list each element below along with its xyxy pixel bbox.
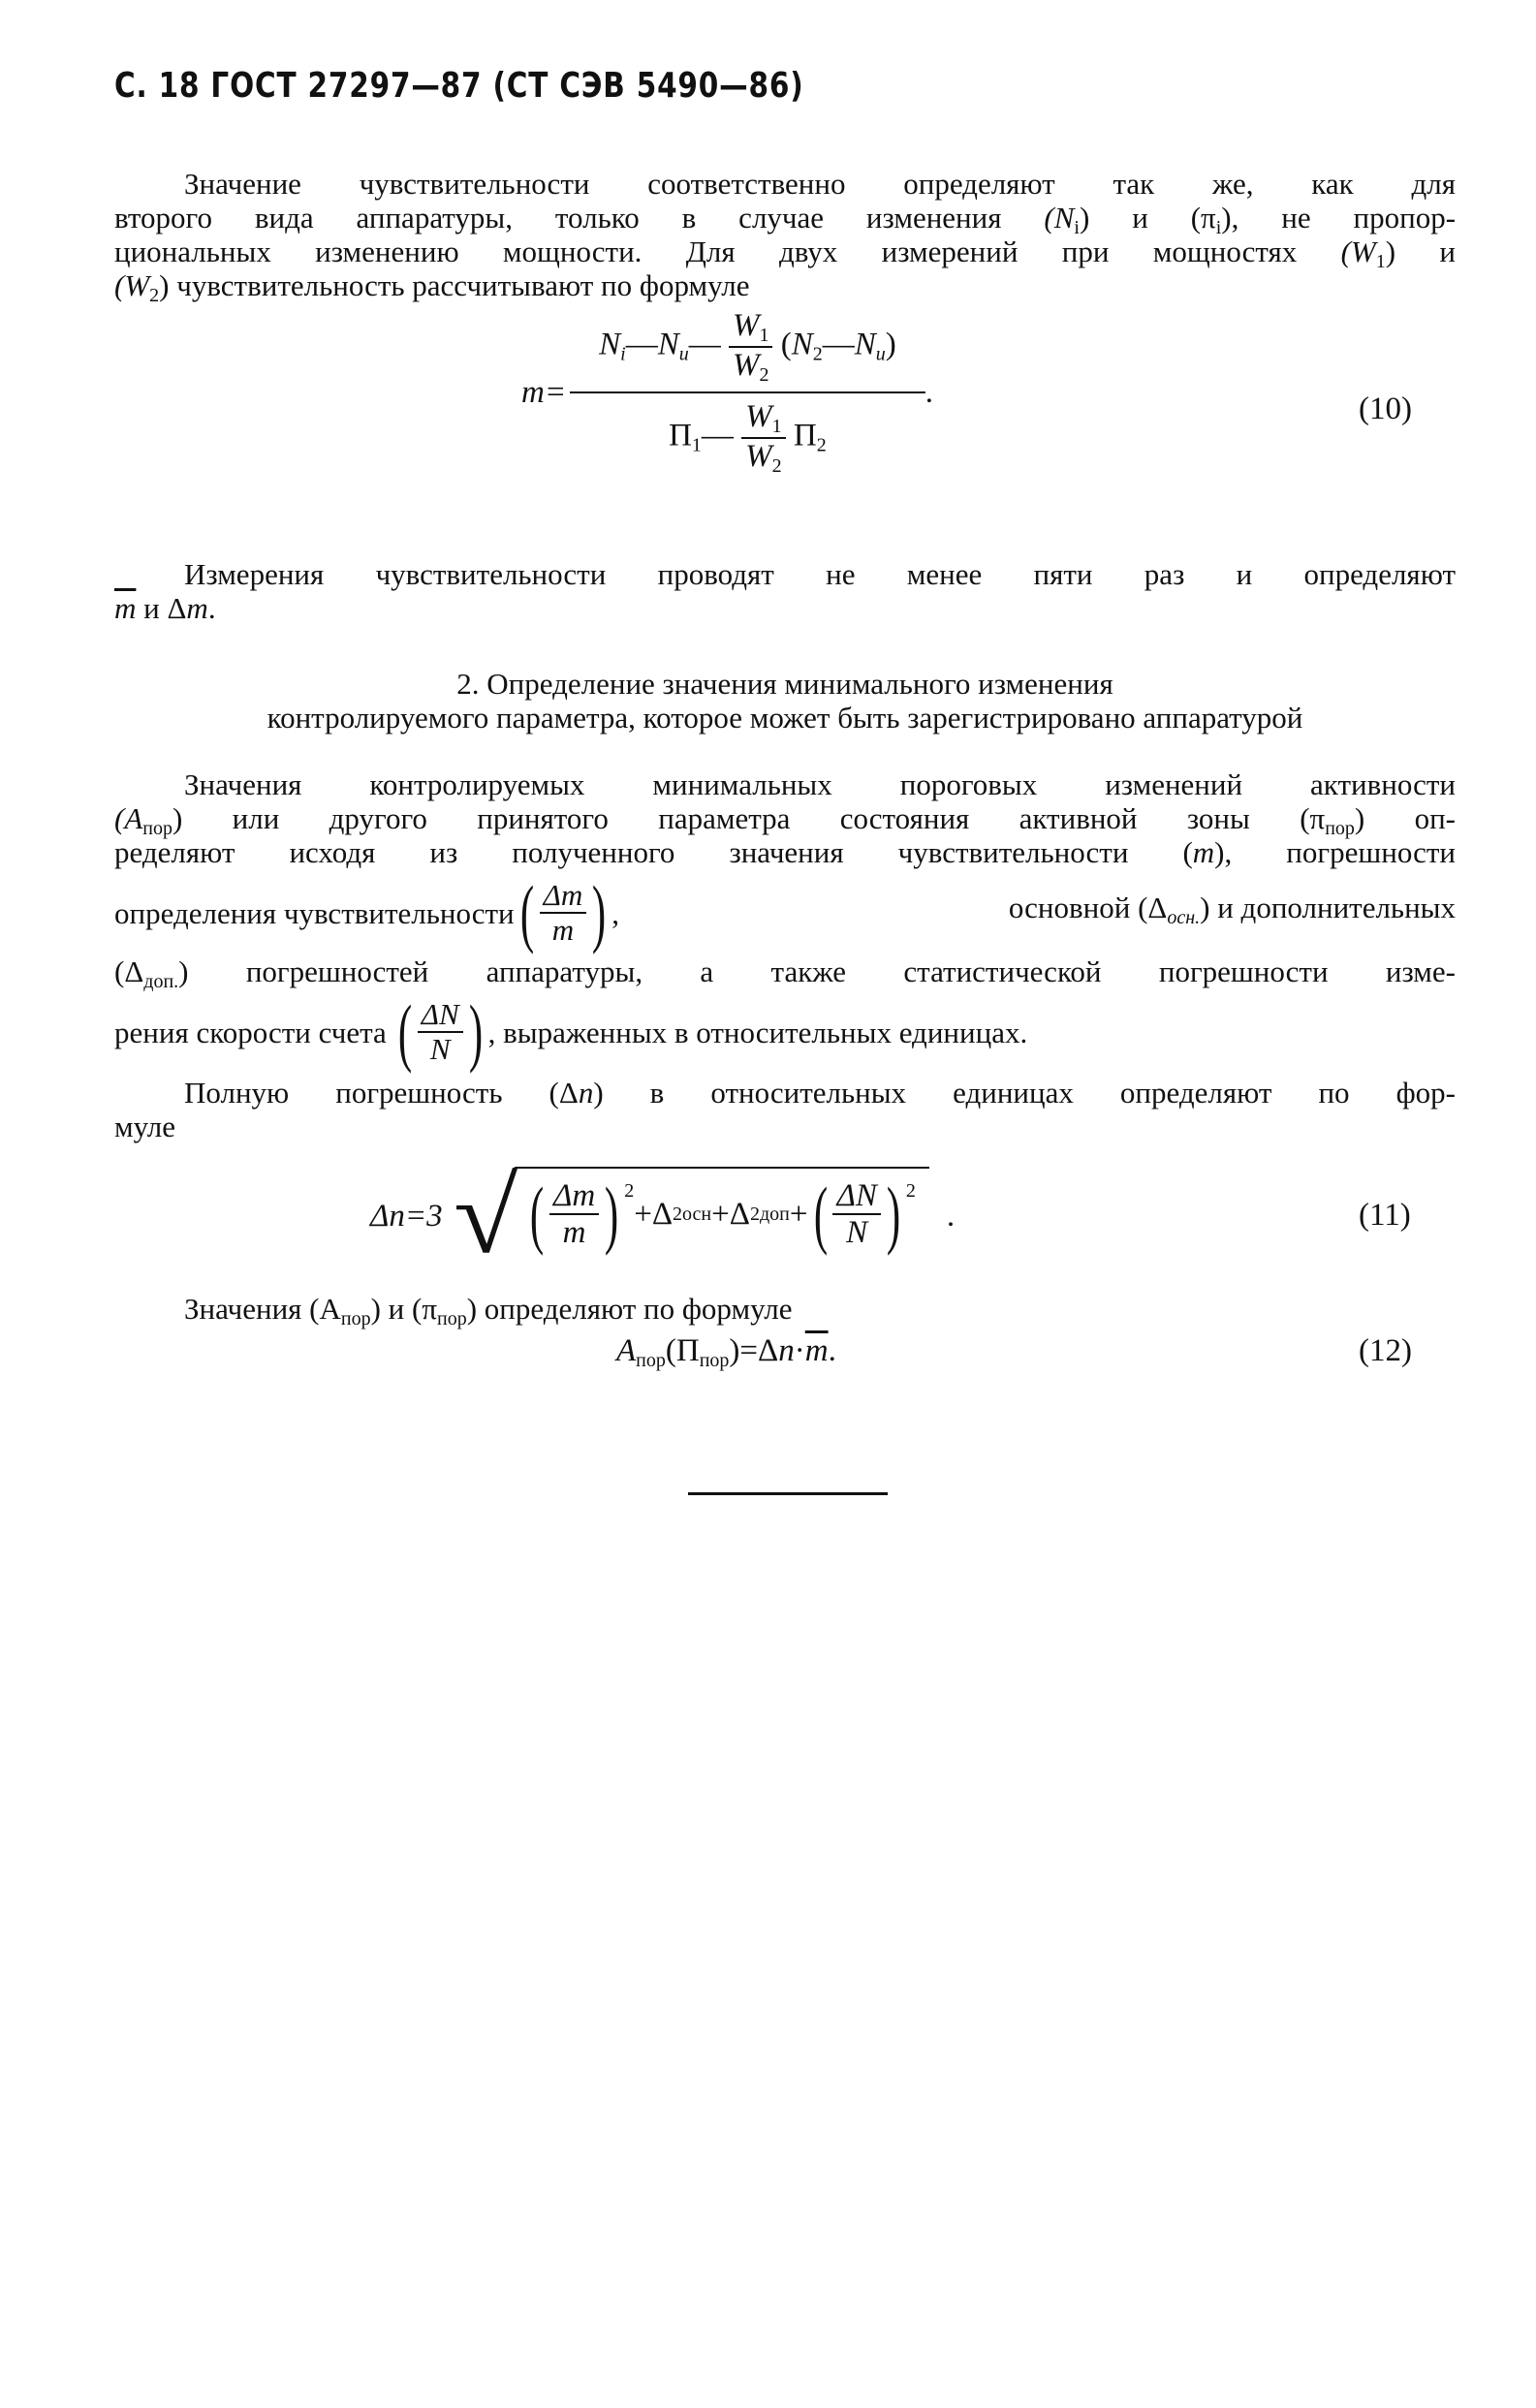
subscript: осн. — [1167, 907, 1201, 928]
a-symbol: A — [616, 1333, 637, 1368]
delta-m-over-m — [549, 1178, 599, 1251]
text: циональных изменению мощности. Для двух измерений при мощностях — [114, 235, 1298, 268]
w2: W — [732, 348, 760, 383]
text: рения скорости счета — [114, 1015, 387, 1049]
paragraph-2-line-1: Измерения чувствительности проводят не менее пяти раз и определяют — [184, 557, 1456, 591]
exponent: 2 — [905, 1180, 916, 1202]
section-heading-line-2: контролируемого параметра, которое может быть зарегистрировано аппаратурой — [266, 701, 1303, 735]
delta-m-over-m — [540, 879, 587, 947]
symbol-w: (W — [1340, 235, 1376, 268]
equation-number-10: (10) — [1359, 391, 1412, 426]
numerator: ΔN — [836, 1177, 877, 1213]
numerator: ΔN — [421, 996, 459, 1031]
n-2: N — [791, 327, 813, 362]
subscript: и — [875, 343, 886, 365]
text: Полную погрешность (Δ — [184, 1076, 579, 1110]
text: (П — [665, 1333, 700, 1368]
text: ) определяют по формуле — [466, 1292, 793, 1326]
text: основной (Δ — [1008, 891, 1168, 924]
text: и Δ — [136, 591, 187, 625]
text: )=Δ — [729, 1333, 779, 1368]
m: m — [1192, 835, 1215, 869]
text: чувствительность рассчитывают по формуле — [176, 268, 750, 302]
w-ratio — [741, 399, 786, 477]
subscript: доп. — [143, 971, 179, 992]
subscript: пор — [1325, 818, 1355, 839]
text: , выраженных в относительных единицах. — [487, 1015, 1028, 1049]
paragraph-5 — [184, 1292, 1456, 1336]
subscript: пор — [340, 1308, 371, 1329]
subscript: 2 — [149, 285, 160, 306]
formula-lhs: m= — [521, 374, 567, 410]
exponent: 2 — [673, 1203, 683, 1225]
text: Значения (A — [184, 1292, 341, 1326]
paren: ) — [592, 870, 607, 954]
equation-number-12: (12) — [1359, 1333, 1412, 1368]
subscript: i — [1215, 217, 1222, 238]
paren: ) — [886, 1172, 901, 1256]
text: ) и (π — [1079, 201, 1216, 235]
formula-12 — [616, 1333, 836, 1372]
paragraph-2-line-2 — [114, 591, 1456, 625]
period: . — [828, 1333, 836, 1368]
denominator — [665, 393, 831, 477]
square-root-sign: √ — [453, 1157, 518, 1275]
denominator: N — [429, 1032, 451, 1066]
delta: Δ — [651, 1196, 674, 1232]
formula-lhs: Δn=3 — [370, 1198, 443, 1234]
paren: ) — [885, 327, 896, 362]
n-u: N — [854, 327, 876, 362]
paragraph-3-line-3 — [114, 835, 1456, 869]
paragraph-3-line-4 — [114, 870, 1456, 954]
subscript: доп — [759, 1203, 790, 1225]
dot: · — [794, 1333, 805, 1368]
numerator: Δm — [543, 877, 583, 912]
running-header: С. 18 ГОСТ 27297—87 (СТ СЭВ 5490—86) — [114, 66, 804, 106]
m-bar: $\overline{m}$ — [804, 1333, 829, 1368]
text: ) — [159, 268, 170, 302]
text: ) оп- — [1354, 801, 1456, 835]
subscript: 2 — [759, 364, 769, 386]
radicand — [515, 1167, 929, 1256]
denominator: N — [846, 1215, 868, 1250]
symbol-w: (W — [114, 268, 150, 302]
paren: ) — [605, 1172, 619, 1256]
paren: ( — [519, 870, 534, 954]
plus: + — [789, 1196, 808, 1232]
paragraph-3-line-1: Значения контролируемых минимальных пороговых изменений активности — [184, 767, 1456, 801]
paren: ( — [813, 1172, 828, 1256]
paragraph-4-line-2: муле — [114, 1110, 175, 1143]
paragraph-4-line-1 — [184, 1076, 1456, 1110]
minus: — — [822, 327, 855, 362]
exponent: 2 — [749, 1203, 760, 1225]
numerator — [570, 308, 925, 391]
n: n — [578, 1076, 594, 1110]
paragraph-1-line-4 — [114, 268, 1456, 313]
text: ) или другого принятого параметра состояния активной зоны (π — [172, 801, 1326, 835]
symbol-n: (N — [1044, 201, 1075, 235]
text: ), погрешности — [1214, 835, 1456, 869]
subscript: пор — [436, 1308, 467, 1329]
formula-11 — [370, 1158, 955, 1274]
subscript: пор — [699, 1350, 730, 1371]
w2: W — [745, 439, 772, 474]
equation-number-11: (11) — [1359, 1198, 1411, 1233]
paren: ) — [468, 989, 483, 1074]
paren: ( — [780, 327, 792, 362]
subscript: осн — [682, 1203, 712, 1225]
subscript: 1 — [759, 325, 769, 346]
n: n — [778, 1333, 795, 1368]
w1: W — [732, 308, 760, 343]
comma: , — [611, 895, 619, 930]
delta-n-over-n — [418, 998, 463, 1066]
text: ), не пропор- — [1221, 201, 1457, 235]
m: m — [186, 591, 208, 625]
p1: П — [669, 418, 692, 453]
subscript: пор — [636, 1350, 666, 1371]
denominator: m — [551, 913, 575, 947]
text: ) в относительных единицах определяют по фор- — [593, 1076, 1456, 1110]
formula-10 — [521, 308, 933, 477]
subscript: 2 — [816, 434, 827, 456]
period: . — [207, 591, 216, 625]
numerator: Δm — [553, 1177, 596, 1213]
minus: — — [701, 418, 734, 453]
plus: + — [634, 1196, 652, 1232]
period: . — [925, 374, 933, 410]
plus: + — [711, 1196, 730, 1232]
paragraph-3-line-6 — [114, 989, 1456, 1074]
minus: — — [625, 327, 658, 362]
section-heading-line-1: 2. Определение значения минимального изменения — [456, 667, 1113, 701]
subscript: 1 — [1375, 251, 1386, 272]
subscript: и — [678, 343, 689, 365]
n-i: N — [599, 327, 621, 362]
paren: ( — [529, 1172, 545, 1256]
text: второго вида аппаратуры, только в случае изменения — [114, 201, 1002, 235]
text: ) и — [1385, 235, 1457, 268]
subscript: 2 — [771, 455, 782, 477]
subscript: пор — [142, 818, 172, 839]
end-separator-line — [688, 1492, 888, 1495]
a-symbol: (A — [114, 801, 143, 835]
denominator: m — [562, 1215, 586, 1250]
text: определения чувствительности — [114, 895, 515, 930]
text: (Δ — [114, 954, 144, 988]
subscript: 1 — [691, 434, 702, 456]
main-fraction — [570, 308, 925, 477]
delta-n-over-n — [832, 1178, 880, 1251]
n-u: N — [657, 327, 679, 362]
subscript: 1 — [771, 416, 782, 437]
text: ределяют исходя из полученного значения чувствительности ( — [114, 835, 1193, 869]
w-ratio — [729, 308, 773, 386]
w1: W — [745, 399, 772, 434]
paragraph-1-line-1: Значение чувствительности соответственно определяют так же, как для — [184, 167, 1456, 201]
delta: Δ — [729, 1196, 750, 1232]
text: ) и дополнительных — [1200, 891, 1456, 924]
period: . — [946, 1198, 956, 1234]
minus: — — [688, 327, 721, 362]
subscript: 2 — [812, 343, 823, 365]
subscript: i — [1074, 217, 1080, 238]
subscript: i — [620, 343, 626, 365]
text: ) и (π — [370, 1292, 437, 1326]
paren: ( — [397, 989, 412, 1074]
exponent: 2 — [624, 1180, 635, 1202]
text: ) погрешностей аппаратуры, а также статистической погрешности изме- — [178, 954, 1456, 988]
p2: П — [793, 418, 817, 453]
m-bar: $\overline{m}$ — [114, 591, 137, 625]
